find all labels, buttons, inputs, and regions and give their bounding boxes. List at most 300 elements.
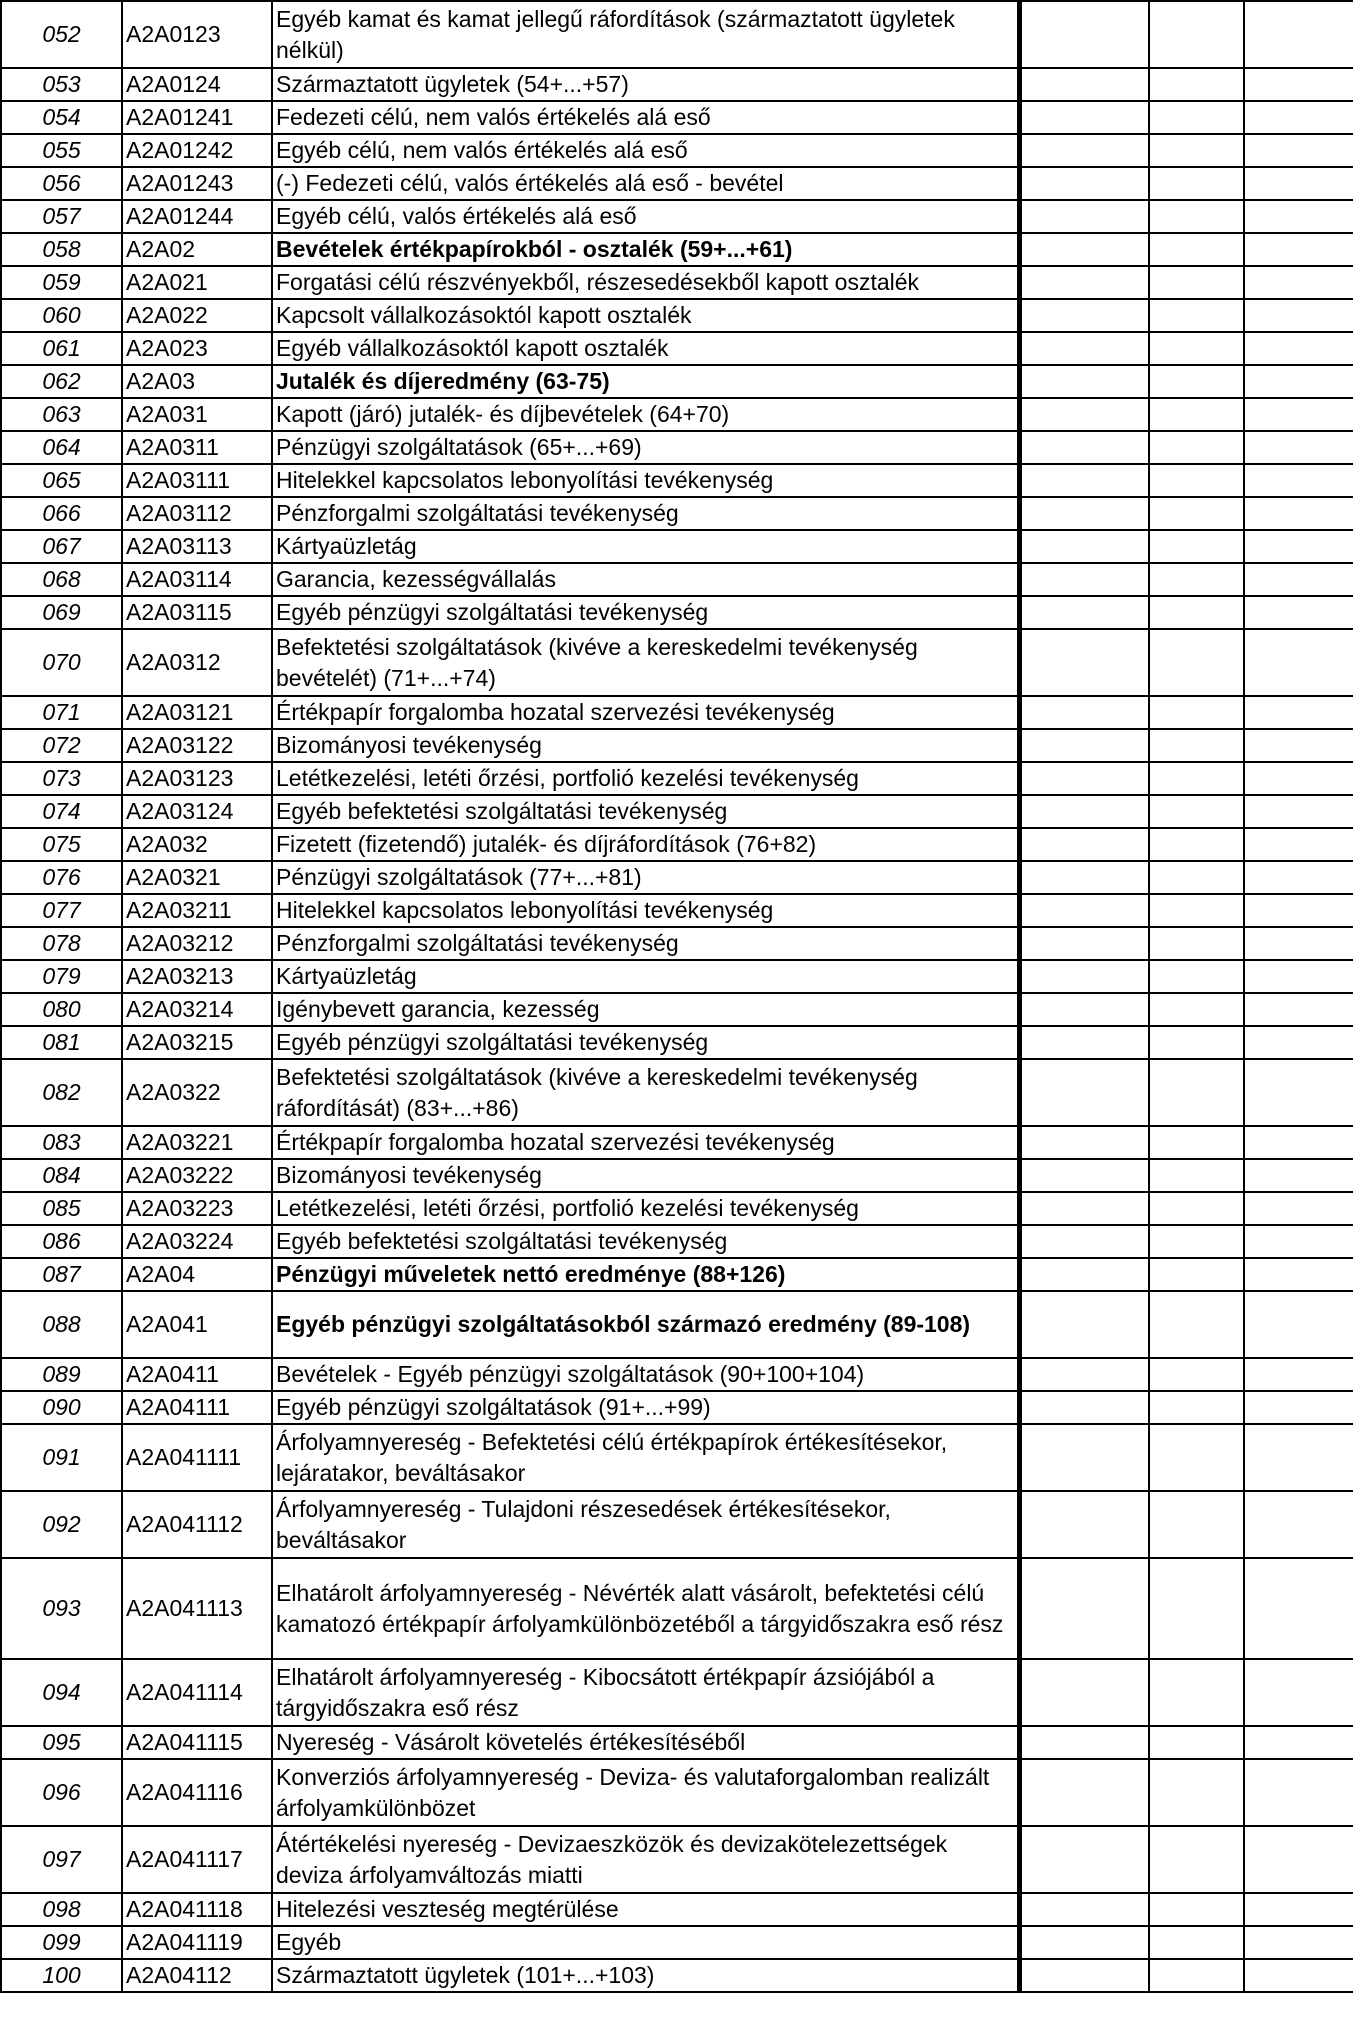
row-code-cell: A2A04 bbox=[122, 1258, 272, 1291]
value-cell-3 bbox=[1244, 200, 1353, 233]
value-cell-3 bbox=[1244, 266, 1353, 299]
row-code-cell: A2A03124 bbox=[122, 795, 272, 828]
row-label-cell: Forgatási célú részvényekből, részesedésekből kapott osztalék bbox=[272, 266, 1019, 299]
row-number-cell: 094 bbox=[1, 1659, 122, 1726]
value-cell-1 bbox=[1019, 696, 1149, 729]
row-code-cell: A2A03112 bbox=[122, 497, 272, 530]
value-cell-2 bbox=[1149, 530, 1244, 563]
value-cell-3 bbox=[1244, 1192, 1353, 1225]
table-row bbox=[1, 828, 1353, 861]
row-code-cell: A2A0123 bbox=[122, 1, 272, 68]
value-cell-1 bbox=[1019, 1192, 1149, 1225]
value-cell-1 bbox=[1019, 1258, 1149, 1291]
row-label-cell: Kártyaüzletág bbox=[272, 960, 1019, 993]
value-cell-3 bbox=[1244, 729, 1353, 762]
row-label-cell: Egyéb célú, nem valós értékelés alá eső bbox=[272, 134, 1019, 167]
row-number-cell: 093 bbox=[1, 1558, 122, 1659]
value-cell-2 bbox=[1149, 1893, 1244, 1926]
value-cell-2 bbox=[1149, 1826, 1244, 1893]
row-label-cell: Pénzforgalmi szolgáltatási tevékenység bbox=[272, 497, 1019, 530]
value-cell-3 bbox=[1244, 68, 1353, 101]
row-label-cell: Nyereség - Vásárolt követelés értékesítéséből bbox=[272, 1726, 1019, 1759]
row-label-cell: Árfolyamnyereség - Befektetési célú értékpapírok értékesítésekor, lejáratakor, beváltásakor bbox=[272, 1424, 1019, 1491]
table-row bbox=[1, 299, 1353, 332]
row-label-cell: Bizományosi tevékenység bbox=[272, 1159, 1019, 1192]
value-cell-2 bbox=[1149, 200, 1244, 233]
value-cell-3 bbox=[1244, 167, 1353, 200]
value-cell-3 bbox=[1244, 1726, 1353, 1759]
table-row bbox=[1, 762, 1353, 795]
value-cell-2 bbox=[1149, 762, 1244, 795]
value-cell-1 bbox=[1019, 332, 1149, 365]
row-label-cell: Letétkezelési, letéti őrzési, portfolió kezelési tevékenység bbox=[272, 1192, 1019, 1225]
value-cell-2 bbox=[1149, 398, 1244, 431]
row-label-cell: Pénzügyi szolgáltatások (77+...+81) bbox=[272, 861, 1019, 894]
table-row bbox=[1, 696, 1353, 729]
value-cell-2 bbox=[1149, 696, 1244, 729]
value-cell-3 bbox=[1244, 1926, 1353, 1959]
value-cell-1 bbox=[1019, 927, 1149, 960]
row-label-cell: Értékpapír forgalomba hozatal szervezési tevékenység bbox=[272, 1126, 1019, 1159]
row-label-cell: Átértékelési nyereség - Devizaeszközök és devizakötelezettségek deviza árfolyamváltozás miatti bbox=[272, 1826, 1019, 1893]
value-cell-1 bbox=[1019, 299, 1149, 332]
value-cell-1 bbox=[1019, 1358, 1149, 1391]
value-cell-3 bbox=[1244, 861, 1353, 894]
value-cell-2 bbox=[1149, 1726, 1244, 1759]
row-number-cell: 065 bbox=[1, 464, 122, 497]
row-code-cell: A2A041119 bbox=[122, 1926, 272, 1959]
value-cell-3 bbox=[1244, 960, 1353, 993]
table-row bbox=[1, 1026, 1353, 1059]
row-number-cell: 067 bbox=[1, 530, 122, 563]
row-number-cell: 089 bbox=[1, 1358, 122, 1391]
row-label-cell: Egyéb pénzügyi szolgáltatásokból származó eredmény (89-108) bbox=[272, 1291, 1019, 1358]
row-label-cell: Egyéb vállalkozásoktól kapott osztalék bbox=[272, 332, 1019, 365]
row-number-cell: 079 bbox=[1, 960, 122, 993]
value-cell-3 bbox=[1244, 927, 1353, 960]
row-number-cell: 087 bbox=[1, 1258, 122, 1291]
row-code-cell: A2A03224 bbox=[122, 1225, 272, 1258]
value-cell-2 bbox=[1149, 1059, 1244, 1126]
row-code-cell: A2A0311 bbox=[122, 431, 272, 464]
value-cell-2 bbox=[1149, 629, 1244, 696]
row-number-cell: 084 bbox=[1, 1159, 122, 1192]
row-code-cell: A2A03122 bbox=[122, 729, 272, 762]
value-cell-2 bbox=[1149, 1159, 1244, 1192]
row-label-cell: Pénzügyi szolgáltatások (65+...+69) bbox=[272, 431, 1019, 464]
value-cell-3 bbox=[1244, 1826, 1353, 1893]
value-cell-3 bbox=[1244, 431, 1353, 464]
value-cell-3 bbox=[1244, 1491, 1353, 1558]
table-row bbox=[1, 332, 1353, 365]
value-cell-1 bbox=[1019, 1926, 1149, 1959]
value-cell-2 bbox=[1149, 1126, 1244, 1159]
table-row bbox=[1, 1893, 1353, 1926]
row-label-cell: Egyéb célú, valós értékelés alá eső bbox=[272, 200, 1019, 233]
row-number-cell: 082 bbox=[1, 1059, 122, 1126]
table-row bbox=[1, 729, 1353, 762]
row-number-cell: 077 bbox=[1, 894, 122, 927]
value-cell-1 bbox=[1019, 993, 1149, 1026]
row-number-cell: 069 bbox=[1, 596, 122, 629]
row-label-cell: (-) Fedezeti célú, valós értékelés alá eső - bevétel bbox=[272, 167, 1019, 200]
value-cell-1 bbox=[1019, 1726, 1149, 1759]
value-cell-3 bbox=[1244, 596, 1353, 629]
value-cell-2 bbox=[1149, 1026, 1244, 1059]
value-cell-2 bbox=[1149, 299, 1244, 332]
value-cell-3 bbox=[1244, 1659, 1353, 1726]
table-row bbox=[1, 795, 1353, 828]
value-cell-2 bbox=[1149, 960, 1244, 993]
row-number-cell: 074 bbox=[1, 795, 122, 828]
row-code-cell: A2A0312 bbox=[122, 629, 272, 696]
row-label-cell: Elhatárolt árfolyamnyereség - Kibocsátott értékpapír ázsiójából a tárgyidőszakra eső rész bbox=[272, 1659, 1019, 1726]
value-cell-3 bbox=[1244, 299, 1353, 332]
value-cell-2 bbox=[1149, 266, 1244, 299]
value-cell-1 bbox=[1019, 795, 1149, 828]
row-label-cell: Hitelekkel kapcsolatos lebonyolítási tevékenység bbox=[272, 894, 1019, 927]
row-number-cell: 085 bbox=[1, 1192, 122, 1225]
row-number-cell: 086 bbox=[1, 1225, 122, 1258]
row-label-cell: Kapott (járó) jutalék- és díjbevételek (64+70) bbox=[272, 398, 1019, 431]
row-label-cell: Hitelekkel kapcsolatos lebonyolítási tevékenység bbox=[272, 464, 1019, 497]
value-cell-1 bbox=[1019, 200, 1149, 233]
value-cell-1 bbox=[1019, 68, 1149, 101]
row-code-cell: A2A01242 bbox=[122, 134, 272, 167]
value-cell-1 bbox=[1019, 464, 1149, 497]
table-row bbox=[1, 596, 1353, 629]
row-number-cell: 098 bbox=[1, 1893, 122, 1926]
row-code-cell: A2A041 bbox=[122, 1291, 272, 1358]
value-cell-1 bbox=[1019, 629, 1149, 696]
value-cell-3 bbox=[1244, 497, 1353, 530]
value-cell-1 bbox=[1019, 1, 1149, 68]
row-label-cell: Egyéb befektetési szolgáltatási tevékenység bbox=[272, 795, 1019, 828]
row-number-cell: 078 bbox=[1, 927, 122, 960]
row-number-cell: 054 bbox=[1, 101, 122, 134]
table-row bbox=[1, 1926, 1353, 1959]
table-row bbox=[1, 927, 1353, 960]
row-label-cell: Befektetési szolgáltatások (kivéve a kereskedelmi tevékenység bevételét) (71+...+74) bbox=[272, 629, 1019, 696]
table-row bbox=[1, 1759, 1353, 1826]
row-code-cell: A2A041112 bbox=[122, 1491, 272, 1558]
report-table-body bbox=[1, 1, 1353, 1992]
value-cell-2 bbox=[1149, 1192, 1244, 1225]
value-cell-1 bbox=[1019, 1959, 1149, 1992]
value-cell-3 bbox=[1244, 1126, 1353, 1159]
row-label-cell: Kapcsolt vállalkozásoktól kapott osztalék bbox=[272, 299, 1019, 332]
value-cell-1 bbox=[1019, 497, 1149, 530]
value-cell-1 bbox=[1019, 1026, 1149, 1059]
value-cell-2 bbox=[1149, 1759, 1244, 1826]
value-cell-1 bbox=[1019, 1126, 1149, 1159]
row-label-cell: Egyéb pénzügyi szolgáltatási tevékenység bbox=[272, 596, 1019, 629]
row-number-cell: 097 bbox=[1, 1826, 122, 1893]
value-cell-2 bbox=[1149, 101, 1244, 134]
value-cell-3 bbox=[1244, 1159, 1353, 1192]
value-cell-2 bbox=[1149, 497, 1244, 530]
row-code-cell: A2A03213 bbox=[122, 960, 272, 993]
row-code-cell: A2A0321 bbox=[122, 861, 272, 894]
row-code-cell: A2A03212 bbox=[122, 927, 272, 960]
row-label-cell: Igénybevett garancia, kezesség bbox=[272, 993, 1019, 1026]
value-cell-2 bbox=[1149, 1959, 1244, 1992]
value-cell-1 bbox=[1019, 1659, 1149, 1726]
value-cell-1 bbox=[1019, 1893, 1149, 1926]
value-cell-1 bbox=[1019, 1826, 1149, 1893]
value-cell-2 bbox=[1149, 1, 1244, 68]
value-cell-1 bbox=[1019, 1424, 1149, 1491]
value-cell-3 bbox=[1244, 894, 1353, 927]
row-number-cell: 066 bbox=[1, 497, 122, 530]
row-number-cell: 071 bbox=[1, 696, 122, 729]
row-label-cell: Egyéb bbox=[272, 1926, 1019, 1959]
row-number-cell: 053 bbox=[1, 68, 122, 101]
value-cell-3 bbox=[1244, 1893, 1353, 1926]
table-row bbox=[1, 266, 1353, 299]
value-cell-1 bbox=[1019, 762, 1149, 795]
value-cell-3 bbox=[1244, 1959, 1353, 1992]
row-code-cell: A2A04112 bbox=[122, 1959, 272, 1992]
row-code-cell: A2A041113 bbox=[122, 1558, 272, 1659]
table-row bbox=[1, 1225, 1353, 1258]
value-cell-3 bbox=[1244, 629, 1353, 696]
table-row bbox=[1, 464, 1353, 497]
row-number-cell: 068 bbox=[1, 563, 122, 596]
value-cell-1 bbox=[1019, 266, 1149, 299]
value-cell-1 bbox=[1019, 233, 1149, 266]
table-row bbox=[1, 1391, 1353, 1424]
row-number-cell: 062 bbox=[1, 365, 122, 398]
value-cell-1 bbox=[1019, 1159, 1149, 1192]
row-code-cell: A2A03121 bbox=[122, 696, 272, 729]
row-number-cell: 064 bbox=[1, 431, 122, 464]
value-cell-2 bbox=[1149, 1391, 1244, 1424]
value-cell-2 bbox=[1149, 332, 1244, 365]
row-code-cell: A2A03 bbox=[122, 365, 272, 398]
row-number-cell: 092 bbox=[1, 1491, 122, 1558]
table-row bbox=[1, 1826, 1353, 1893]
table-row bbox=[1, 1059, 1353, 1126]
value-cell-3 bbox=[1244, 1258, 1353, 1291]
value-cell-3 bbox=[1244, 762, 1353, 795]
row-label-cell: Bevételek értékpapírokból - osztalék (59+...+61) bbox=[272, 233, 1019, 266]
table-row bbox=[1, 629, 1353, 696]
row-number-cell: 056 bbox=[1, 167, 122, 200]
row-code-cell: A2A03123 bbox=[122, 762, 272, 795]
value-cell-2 bbox=[1149, 431, 1244, 464]
value-cell-2 bbox=[1149, 1358, 1244, 1391]
value-cell-1 bbox=[1019, 365, 1149, 398]
row-code-cell: A2A02 bbox=[122, 233, 272, 266]
value-cell-1 bbox=[1019, 1491, 1149, 1558]
value-cell-2 bbox=[1149, 993, 1244, 1026]
value-cell-2 bbox=[1149, 1558, 1244, 1659]
value-cell-2 bbox=[1149, 927, 1244, 960]
value-cell-1 bbox=[1019, 431, 1149, 464]
value-cell-1 bbox=[1019, 1059, 1149, 1126]
value-cell-3 bbox=[1244, 101, 1353, 134]
value-cell-3 bbox=[1244, 134, 1353, 167]
row-label-cell: Egyéb pénzügyi szolgáltatások (91+...+99) bbox=[272, 1391, 1019, 1424]
row-number-cell: 058 bbox=[1, 233, 122, 266]
row-label-cell: Letétkezelési, letéti őrzési, portfolió kezelési tevékenység bbox=[272, 762, 1019, 795]
row-label-cell: Kártyaüzletág bbox=[272, 530, 1019, 563]
value-cell-3 bbox=[1244, 1759, 1353, 1826]
row-number-cell: 063 bbox=[1, 398, 122, 431]
row-number-cell: 057 bbox=[1, 200, 122, 233]
value-cell-3 bbox=[1244, 993, 1353, 1026]
row-label-cell: Árfolyamnyereség - Tulajdoni részesedések értékesítésekor, beváltásakor bbox=[272, 1491, 1019, 1558]
value-cell-2 bbox=[1149, 828, 1244, 861]
table-row bbox=[1, 1358, 1353, 1391]
value-cell-3 bbox=[1244, 398, 1353, 431]
value-cell-2 bbox=[1149, 795, 1244, 828]
value-cell-1 bbox=[1019, 1291, 1149, 1358]
row-number-cell: 090 bbox=[1, 1391, 122, 1424]
value-cell-1 bbox=[1019, 530, 1149, 563]
table-row bbox=[1, 167, 1353, 200]
value-cell-2 bbox=[1149, 1926, 1244, 1959]
row-number-cell: 072 bbox=[1, 729, 122, 762]
row-number-cell: 059 bbox=[1, 266, 122, 299]
row-code-cell: A2A01244 bbox=[122, 200, 272, 233]
table-row bbox=[1, 1258, 1353, 1291]
row-label-cell: Befektetési szolgáltatások (kivéve a kereskedelmi tevékenység ráfordítását) (83+...+86) bbox=[272, 1059, 1019, 1126]
row-code-cell: A2A03222 bbox=[122, 1159, 272, 1192]
value-cell-3 bbox=[1244, 828, 1353, 861]
value-cell-2 bbox=[1149, 894, 1244, 927]
value-cell-2 bbox=[1149, 861, 1244, 894]
row-code-cell: A2A041115 bbox=[122, 1726, 272, 1759]
value-cell-1 bbox=[1019, 861, 1149, 894]
row-code-cell: A2A041111 bbox=[122, 1424, 272, 1491]
row-label-cell: Elhatárolt árfolyamnyereség - Névérték alatt vásárolt, befektetési célú kamatozó értékpapír árfolyamkülönbözetéből a tárgyidőszakra eső rész bbox=[272, 1558, 1019, 1659]
row-code-cell: A2A01243 bbox=[122, 167, 272, 200]
table-row bbox=[1, 497, 1353, 530]
row-code-cell: A2A03214 bbox=[122, 993, 272, 1026]
value-cell-3 bbox=[1244, 795, 1353, 828]
value-cell-3 bbox=[1244, 233, 1353, 266]
value-cell-3 bbox=[1244, 332, 1353, 365]
row-number-cell: 091 bbox=[1, 1424, 122, 1491]
value-cell-3 bbox=[1244, 563, 1353, 596]
value-cell-3 bbox=[1244, 464, 1353, 497]
row-label-cell: Bizományosi tevékenység bbox=[272, 729, 1019, 762]
row-code-cell: A2A022 bbox=[122, 299, 272, 332]
row-code-cell: A2A01241 bbox=[122, 101, 272, 134]
row-label-cell: Egyéb pénzügyi szolgáltatási tevékenység bbox=[272, 1026, 1019, 1059]
table-row bbox=[1, 861, 1353, 894]
table-row bbox=[1, 894, 1353, 927]
value-cell-3 bbox=[1244, 1, 1353, 68]
row-code-cell: A2A0124 bbox=[122, 68, 272, 101]
value-cell-2 bbox=[1149, 1424, 1244, 1491]
value-cell-1 bbox=[1019, 596, 1149, 629]
value-cell-3 bbox=[1244, 1358, 1353, 1391]
row-number-cell: 060 bbox=[1, 299, 122, 332]
row-code-cell: A2A03221 bbox=[122, 1126, 272, 1159]
row-label-cell: Származtatott ügyletek (101+...+103) bbox=[272, 1959, 1019, 1992]
row-label-cell: Pénzforgalmi szolgáltatási tevékenység bbox=[272, 927, 1019, 960]
table-row bbox=[1, 1, 1353, 68]
value-cell-2 bbox=[1149, 563, 1244, 596]
value-cell-3 bbox=[1244, 1424, 1353, 1491]
row-number-cell: 083 bbox=[1, 1126, 122, 1159]
table-row bbox=[1, 1491, 1353, 1558]
row-code-cell: A2A021 bbox=[122, 266, 272, 299]
table-row bbox=[1, 1726, 1353, 1759]
table-row bbox=[1, 1159, 1353, 1192]
value-cell-2 bbox=[1149, 167, 1244, 200]
row-code-cell: A2A031 bbox=[122, 398, 272, 431]
row-code-cell: A2A041114 bbox=[122, 1659, 272, 1726]
table-row bbox=[1, 398, 1353, 431]
value-cell-1 bbox=[1019, 1225, 1149, 1258]
value-cell-2 bbox=[1149, 134, 1244, 167]
table-row bbox=[1, 1558, 1353, 1659]
value-cell-3 bbox=[1244, 1391, 1353, 1424]
table-row bbox=[1, 993, 1353, 1026]
row-number-cell: 081 bbox=[1, 1026, 122, 1059]
value-cell-1 bbox=[1019, 101, 1149, 134]
value-cell-1 bbox=[1019, 398, 1149, 431]
table-row bbox=[1, 1959, 1353, 1992]
value-cell-1 bbox=[1019, 894, 1149, 927]
table-row bbox=[1, 1291, 1353, 1358]
table-row bbox=[1, 1192, 1353, 1225]
value-cell-2 bbox=[1149, 1291, 1244, 1358]
table-row bbox=[1, 233, 1353, 266]
row-label-cell: Garancia, kezességvállalás bbox=[272, 563, 1019, 596]
row-code-cell: A2A04111 bbox=[122, 1391, 272, 1424]
row-code-cell: A2A03223 bbox=[122, 1192, 272, 1225]
row-label-cell: Egyéb kamat és kamat jellegű ráfordítások (származtatott ügyletek nélkül) bbox=[272, 1, 1019, 68]
value-cell-2 bbox=[1149, 1225, 1244, 1258]
row-number-cell: 052 bbox=[1, 1, 122, 68]
value-cell-1 bbox=[1019, 729, 1149, 762]
value-cell-3 bbox=[1244, 1291, 1353, 1358]
table-row bbox=[1, 530, 1353, 563]
row-code-cell: A2A03113 bbox=[122, 530, 272, 563]
value-cell-2 bbox=[1149, 1491, 1244, 1558]
row-label-cell: Hitelezési veszteség megtérülése bbox=[272, 1893, 1019, 1926]
value-cell-2 bbox=[1149, 1659, 1244, 1726]
table-row bbox=[1, 1659, 1353, 1726]
value-cell-3 bbox=[1244, 1558, 1353, 1659]
value-cell-1 bbox=[1019, 828, 1149, 861]
row-number-cell: 075 bbox=[1, 828, 122, 861]
value-cell-1 bbox=[1019, 563, 1149, 596]
value-cell-3 bbox=[1244, 1026, 1353, 1059]
value-cell-2 bbox=[1149, 68, 1244, 101]
value-cell-2 bbox=[1149, 464, 1244, 497]
value-cell-2 bbox=[1149, 1258, 1244, 1291]
value-cell-3 bbox=[1244, 1225, 1353, 1258]
table-row bbox=[1, 563, 1353, 596]
row-label-cell: Fedezeti célú, nem valós értékelés alá eső bbox=[272, 101, 1019, 134]
row-number-cell: 055 bbox=[1, 134, 122, 167]
value-cell-2 bbox=[1149, 729, 1244, 762]
value-cell-2 bbox=[1149, 365, 1244, 398]
value-cell-1 bbox=[1019, 1759, 1149, 1826]
value-cell-3 bbox=[1244, 1059, 1353, 1126]
row-code-cell: A2A0411 bbox=[122, 1358, 272, 1391]
row-label-cell: Származtatott ügyletek (54+...+57) bbox=[272, 68, 1019, 101]
value-cell-3 bbox=[1244, 696, 1353, 729]
table-row bbox=[1, 1126, 1353, 1159]
row-label-cell: Bevételek - Egyéb pénzügyi szolgáltatások (90+100+104) bbox=[272, 1358, 1019, 1391]
